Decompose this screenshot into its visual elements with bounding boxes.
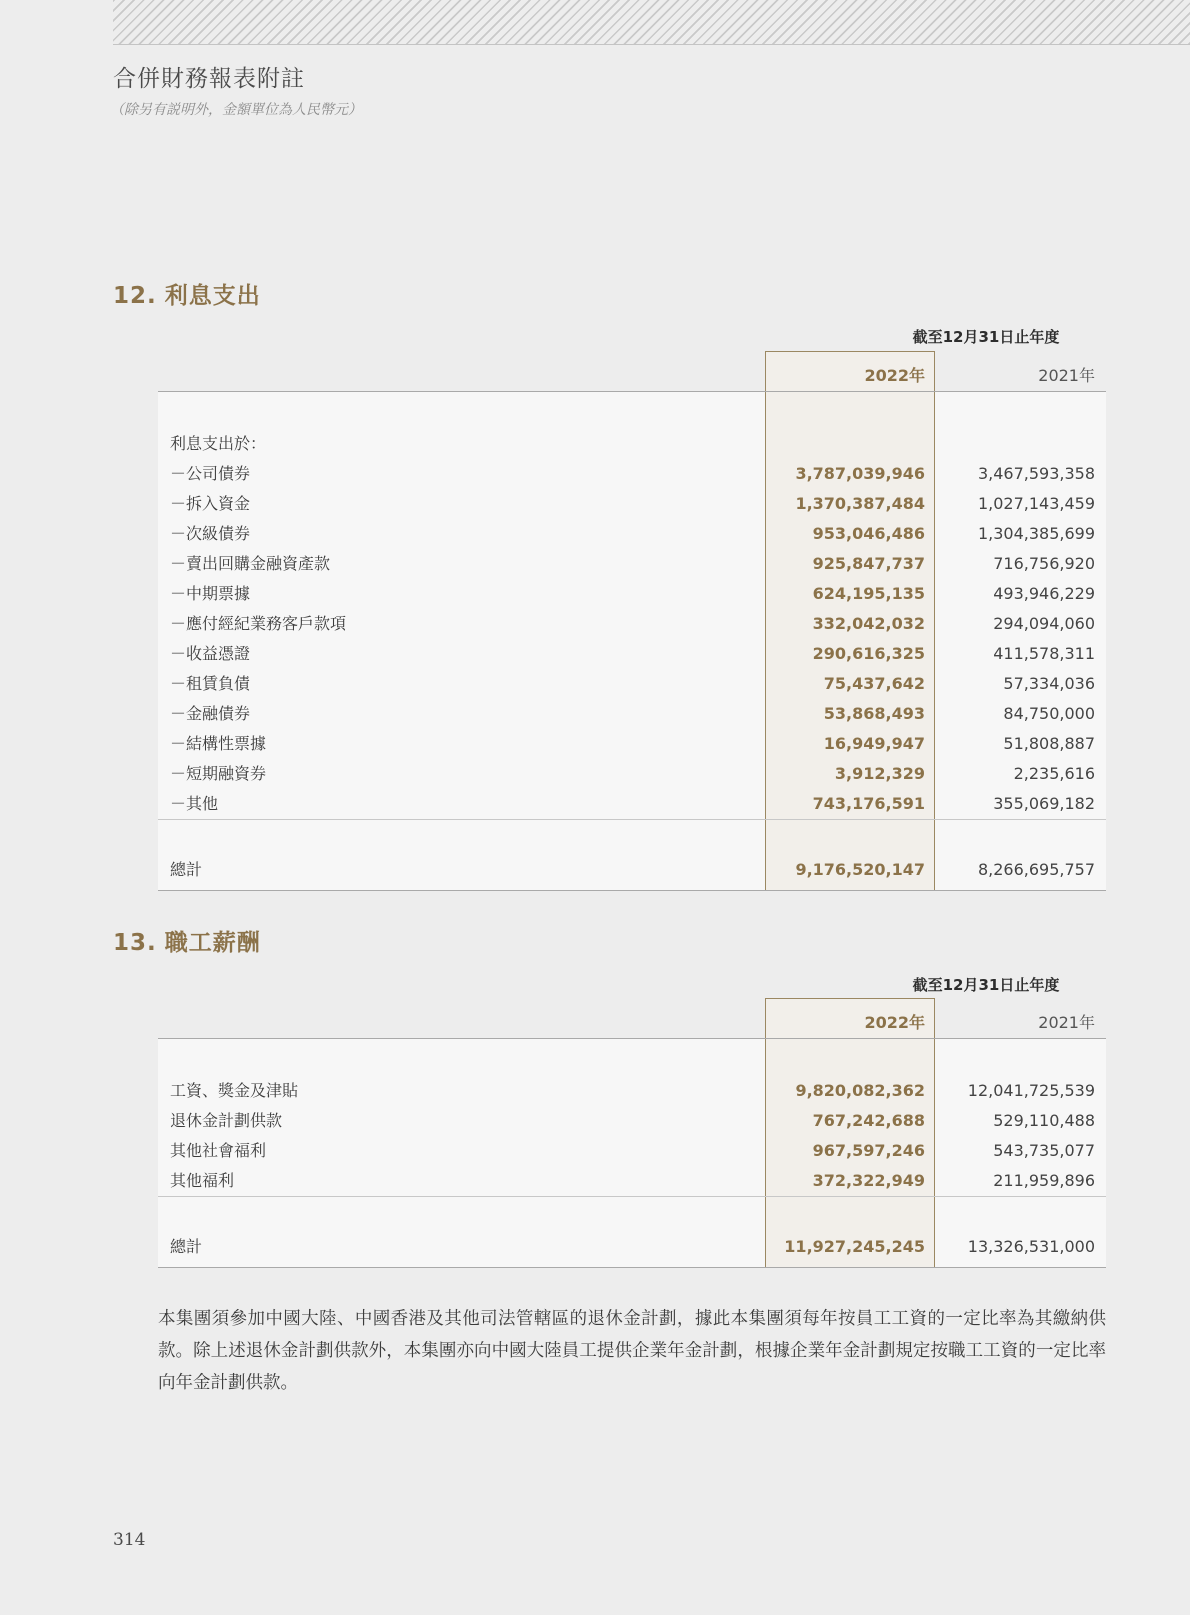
row-value-2021: 294,094,060	[993, 614, 1095, 633]
page-title: 合併財務報表附註	[113, 66, 305, 92]
section-title-text: 職工薪酬	[164, 930, 261, 956]
table-row	[158, 519, 1106, 549]
year-header-2022: 2022年	[864, 1013, 925, 1032]
row-value-2021: 2,235,616	[1013, 764, 1095, 783]
row-label: 工資、獎金及津貼	[170, 1081, 299, 1100]
row-value-2021: 84,750,000	[1003, 704, 1095, 723]
row-value-2021: 529,110,488	[993, 1111, 1095, 1130]
row-label: －公司債券	[170, 464, 251, 483]
row-label: 退休金計劃供款	[170, 1111, 283, 1130]
total-label: 總計	[170, 860, 203, 879]
row-value-2021: 211,959,896	[993, 1171, 1095, 1190]
row-value-2021: 1,027,143,459	[977, 494, 1095, 513]
row-label: －中期票據	[170, 584, 251, 603]
subtotal-divider	[158, 1196, 1106, 1197]
section-number: 12.	[113, 283, 157, 309]
table-row	[158, 729, 1106, 759]
row-label: －賣出回購金融資產款	[170, 554, 331, 573]
total-value-2021: 13,326,531,000	[967, 1237, 1095, 1256]
total-value-2021: 8,266,695,757	[977, 860, 1095, 879]
row-value-2021: 1,304,385,699	[977, 524, 1095, 543]
total-row	[158, 1232, 1106, 1262]
table-row	[158, 459, 1106, 489]
table-row	[158, 609, 1106, 639]
row-value-2022: 953,046,486	[812, 524, 925, 543]
table-row	[158, 759, 1106, 789]
row-value-2022: 967,597,246	[812, 1141, 925, 1160]
header-hatch-band	[113, 0, 1190, 45]
row-value-2021: 716,756,920	[993, 554, 1095, 573]
row-value-2022: 290,616,325	[812, 644, 925, 663]
table-row	[158, 1076, 1106, 1106]
section-title-staff-costs	[113, 924, 261, 957]
group-label-row	[158, 429, 1106, 459]
row-value-2022: 1,370,387,484	[795, 494, 925, 513]
row-value-2021: 51,808,887	[1003, 734, 1095, 753]
row-value-2022: 925,847,737	[812, 554, 925, 573]
row-value-2021: 411,578,311	[993, 644, 1095, 663]
section-title-text: 利息支出	[164, 283, 261, 309]
row-label: －其他	[170, 794, 219, 813]
row-value-2022: 332,042,032	[812, 614, 925, 633]
row-value-2021: 57,334,036	[1003, 674, 1095, 693]
year-header-2021: 2021年	[1038, 366, 1095, 385]
table-row	[158, 549, 1106, 579]
row-label: －租賃負債	[170, 674, 251, 693]
table-row	[158, 1166, 1106, 1196]
period-header: 截至12月31日止年度	[912, 976, 1060, 994]
table-row	[158, 579, 1106, 609]
table-row	[158, 639, 1106, 669]
row-value-2021: 355,069,182	[993, 794, 1095, 813]
header-divider	[158, 391, 1106, 392]
staff-costs-table	[158, 974, 1106, 1268]
total-row	[158, 855, 1106, 885]
section-number: 13.	[113, 930, 157, 956]
row-label: －應付經紀業務客戶款項	[170, 614, 347, 633]
section-title-interest-expense	[113, 277, 261, 310]
table-row	[158, 699, 1106, 729]
page-number: 314	[113, 1530, 146, 1550]
row-label: 其他福利	[170, 1171, 235, 1190]
row-label: －短期融資券	[170, 764, 267, 783]
table-row	[158, 489, 1106, 519]
row-value-2021: 543,735,077	[993, 1141, 1095, 1160]
interest-expense-table	[158, 326, 1106, 891]
table-row	[158, 1106, 1106, 1136]
header-divider	[158, 1038, 1106, 1039]
row-label: －收益憑證	[170, 644, 251, 663]
row-value-2022: 75,437,642	[823, 674, 925, 693]
row-value-2022: 9,820,082,362	[795, 1081, 925, 1100]
row-value-2021: 493,946,229	[993, 584, 1095, 603]
row-value-2021: 12,041,725,539	[967, 1081, 1095, 1100]
row-value-2022: 3,912,329	[834, 764, 925, 783]
table-row	[158, 669, 1106, 699]
table-row	[158, 1136, 1106, 1166]
period-header: 截至12月31日止年度	[912, 328, 1060, 346]
total-label: 總計	[170, 1237, 203, 1256]
table-bottom-divider	[158, 1267, 1106, 1268]
row-value-2022: 16,949,947	[823, 734, 925, 753]
page-subtitle: （除另有説明外，金額單位為人民幣元）	[110, 102, 362, 118]
row-label: －金融債券	[170, 704, 251, 723]
row-value-2022: 624,195,135	[812, 584, 925, 603]
row-label: －結構性票據	[170, 734, 267, 753]
total-value-2022: 11,927,245,245	[784, 1237, 925, 1256]
year-header-2021: 2021年	[1038, 1013, 1095, 1032]
row-label: －拆入資金	[170, 494, 251, 513]
total-value-2022: 9,176,520,147	[795, 860, 925, 879]
row-value-2022: 53,868,493	[823, 704, 925, 723]
row-value-2021: 3,467,593,358	[977, 464, 1095, 483]
row-value-2022: 767,242,688	[812, 1111, 925, 1130]
row-label: 其他社會福利	[170, 1141, 267, 1160]
group-label: 利息支出於：	[170, 434, 267, 453]
row-value-2022: 372,322,949	[812, 1171, 925, 1190]
row-value-2022: 3,787,039,946	[795, 464, 925, 483]
subtotal-divider	[158, 819, 1106, 820]
row-value-2022: 743,176,591	[812, 794, 925, 813]
row-label: －次級債券	[170, 524, 251, 543]
year-header-2022: 2022年	[864, 366, 925, 385]
retirement-plan-note: 本集團須參加中國大陸、中國香港及其他司法管轄區的退休金計劃，據此本集團須每年按員工工資的一定比率為其繳納供款。除上述退休金計劃供款外，本集團亦向中國大陸員工提供企業年金計劃，根據企業年金計劃規定按職工工資的一定比率向年金計劃供款。	[158, 1309, 1106, 1393]
table-row	[158, 789, 1106, 819]
table-bottom-divider	[158, 890, 1106, 891]
